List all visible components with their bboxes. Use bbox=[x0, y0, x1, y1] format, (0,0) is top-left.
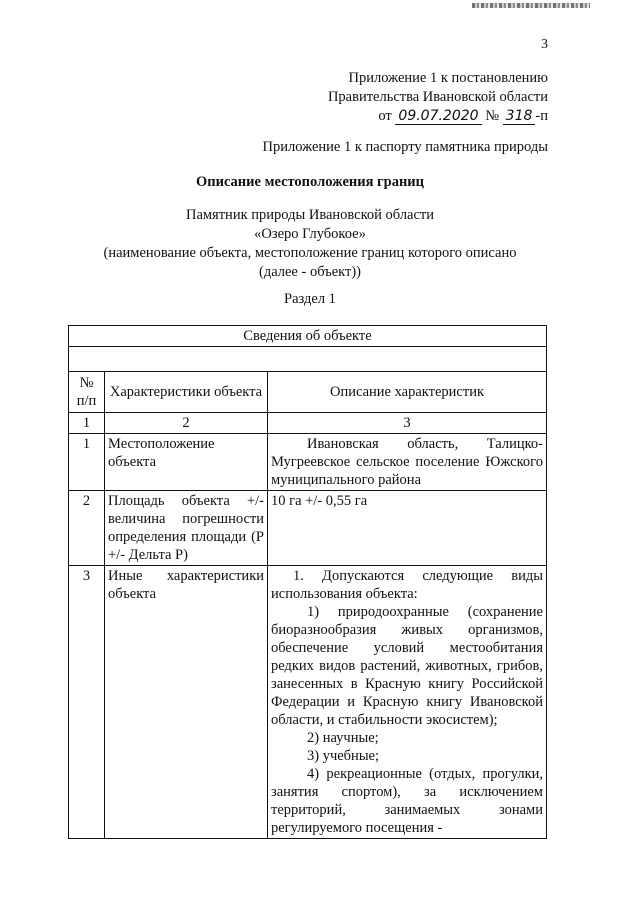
description-item: 1. Допускаются следующие виды использования объекта: bbox=[271, 568, 543, 602]
appendix-line-2: Правительства Ивановской области bbox=[327, 89, 548, 105]
subtitle-line-2: «Озеро Глубокое» bbox=[254, 226, 366, 242]
handwritten-number: 318 bbox=[503, 109, 536, 125]
description-item: 1) природоохранные (сохранение биоразнообразия живых организмов, обеспечение условий местообитания редких видов растений, животных, грибов, занесенных в Красную книгу Российской Федерации и Красную книгу Ивановской области, и стабильности экосистем); bbox=[271, 604, 543, 728]
column-number-1: 1 bbox=[69, 413, 105, 434]
header-description: Описание характеристик bbox=[268, 372, 547, 413]
description-item: 2) научные; bbox=[307, 730, 379, 746]
row-characteristic: Местоположение объекта bbox=[105, 434, 268, 491]
header-number: № п/п bbox=[69, 372, 105, 413]
subtitle-line-1: Памятник природы Ивановской области bbox=[185, 207, 435, 223]
date-prefix: от bbox=[378, 108, 392, 124]
subtitle-line-3: (наименование объекта, местоположение границ которого описано bbox=[103, 245, 517, 261]
table-row bbox=[69, 434, 547, 491]
section-heading: Раздел 1 bbox=[284, 291, 336, 307]
subtitle-line-4: (далее - объект)) bbox=[258, 264, 361, 280]
object-info-table bbox=[68, 325, 547, 839]
description-item: 4) рекреационные (отдых, прогулки, занятия спортом), за исключением территорий, занимаемых зонами регулируемого посещения - bbox=[271, 766, 543, 836]
description-item: 3) учебные; bbox=[307, 748, 380, 764]
column-number-3: 3 bbox=[268, 413, 547, 434]
row-number: 1 bbox=[69, 434, 105, 491]
document-stamp-mark bbox=[472, 3, 590, 8]
table-empty-row bbox=[69, 347, 547, 372]
appendix-passport-reference: Приложение 1 к паспорту памятника природы bbox=[262, 139, 548, 155]
table-row bbox=[69, 566, 547, 839]
document-title: Описание местоположения границ bbox=[195, 174, 425, 190]
column-number-2: 2 bbox=[105, 413, 268, 434]
handwritten-date: 09.07.2020 bbox=[395, 109, 481, 125]
appendix-resolution-reference bbox=[328, 69, 548, 126]
row-number: 3 bbox=[69, 566, 105, 839]
row-description: Ивановская область, Талицко-Мугреевское сельское поселение Южского муниципального района bbox=[268, 434, 547, 491]
appendix-date-line bbox=[328, 107, 548, 126]
row-number: 2 bbox=[69, 491, 105, 566]
page-number: 3 bbox=[541, 37, 548, 52]
number-prefix: № bbox=[485, 108, 500, 124]
table-caption: Сведения об объекте bbox=[69, 326, 547, 347]
object-subtitle bbox=[0, 206, 620, 282]
row-description: 10 га +/- 0,55 га bbox=[268, 491, 547, 566]
row-characteristic: Иные характеристики объекта bbox=[105, 566, 268, 839]
appendix-line-1: Приложение 1 к постановлению bbox=[348, 70, 548, 86]
row-characteristic: Площадь объекта +/- величина погрешности определения площади (Р +/- Дельта Р) bbox=[105, 491, 268, 566]
number-suffix: -п bbox=[535, 108, 548, 124]
header-characteristic: Характеристики объекта bbox=[105, 372, 268, 413]
row-description-list bbox=[268, 566, 547, 839]
table-row bbox=[69, 491, 547, 566]
